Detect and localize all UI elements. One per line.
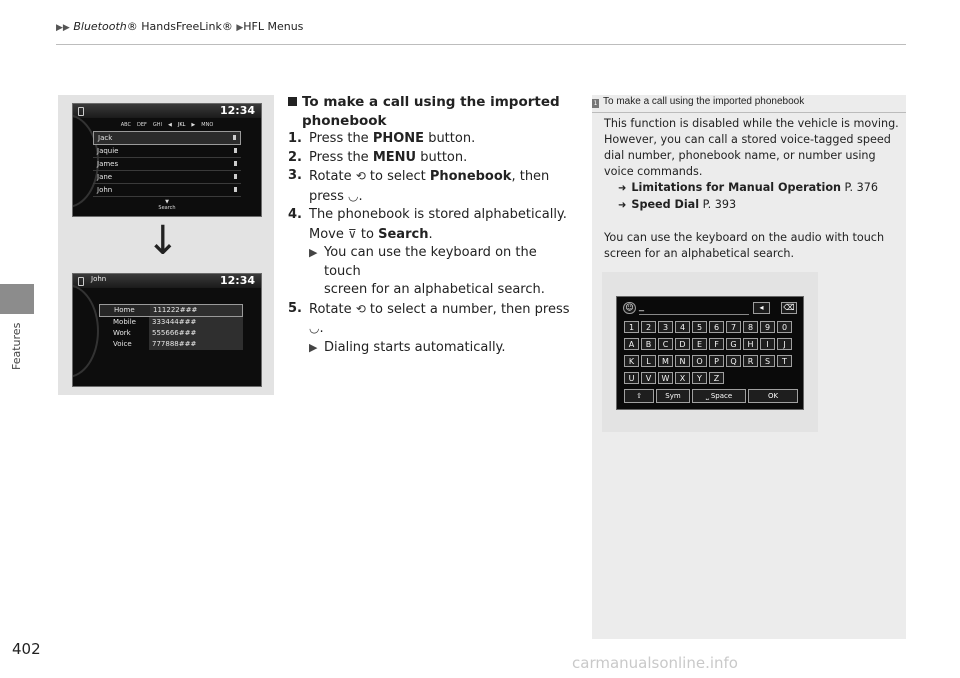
step-text: button.: [416, 149, 468, 165]
clock: 12:34: [219, 104, 255, 117]
key[interactable]: V: [641, 372, 656, 384]
reference-arrow-icon: ➜: [618, 183, 627, 194]
ok-button[interactable]: OK: [748, 389, 798, 403]
key[interactable]: O: [692, 355, 707, 367]
note-heading: To make a call using the imported phonebook: [603, 96, 805, 107]
step-2: [288, 149, 573, 168]
step-text: .: [358, 188, 363, 204]
right-arrow-icon: ▶: [191, 122, 196, 128]
step-number: 3.: [288, 168, 302, 183]
reference-link[interactable]: [604, 180, 900, 197]
key[interactable]: K: [624, 355, 639, 367]
phone-icon: [233, 135, 236, 140]
keyboard-row: [624, 321, 792, 333]
step-text: The phonebook is stored alphabetically.: [309, 207, 567, 222]
sym-button[interactable]: Sym: [656, 389, 690, 403]
step-4-note: [288, 244, 573, 300]
phone-icon: [234, 187, 237, 192]
breadcrumb-arrow-icon: ▶: [236, 23, 244, 33]
contact-title: John: [91, 275, 107, 283]
step-text: Press the: [309, 131, 373, 146]
note-line: screen for an alphabetical search.: [604, 247, 795, 260]
step-4: [288, 206, 573, 244]
breadcrumb-arrow-icon: ▶▶: [56, 23, 70, 33]
key[interactable]: Z: [709, 372, 724, 384]
search-button[interactable]: [73, 199, 261, 211]
note-text: Dialing starts automatically.: [324, 339, 506, 355]
title-line: To make a call using the imported: [302, 94, 560, 110]
step-1: [288, 130, 573, 149]
phone-icon: [234, 148, 237, 153]
reference-page: P. 376: [841, 181, 879, 194]
search-label: Search: [378, 226, 429, 242]
contact-row[interactable]: [93, 158, 241, 171]
key[interactable]: 5: [692, 321, 707, 333]
step-number: 2.: [288, 149, 302, 165]
tab-mno[interactable]: MNO: [201, 122, 214, 128]
key[interactable]: R: [743, 355, 758, 367]
step-text: Press the: [309, 149, 373, 165]
backspace-button[interactable]: ⌫: [781, 302, 797, 314]
cursor-left-button[interactable]: ◂: [753, 302, 770, 314]
phone-number: 111222###: [150, 305, 242, 316]
press-knob-icon: ◡: [348, 188, 359, 203]
chevron-down-icon: ▼: [165, 199, 169, 205]
number-type: Voice: [113, 340, 132, 348]
step-text: .: [428, 226, 433, 242]
key[interactable]: 7: [726, 321, 741, 333]
step-text: press: [309, 188, 348, 204]
note-line: However, you can call a stored voice-tagged speed: [604, 133, 891, 146]
left-arrow-icon: ◀: [168, 122, 172, 128]
number-type: Mobile: [113, 318, 136, 326]
key[interactable]: E: [692, 338, 707, 350]
instructions-title: [288, 93, 573, 130]
rotate-knob-icon: ⟲: [355, 301, 366, 316]
breadcrumb-item-suffix[interactable]: ® HandsFreeLink®: [126, 20, 233, 33]
key[interactable]: A: [624, 338, 639, 350]
number-type: Home: [114, 306, 135, 314]
step-text: , then: [511, 169, 550, 184]
alphabet-tabs: [73, 118, 261, 128]
space-label: Space: [710, 392, 733, 400]
key[interactable]: M: [658, 355, 673, 367]
space-button[interactable]: [692, 389, 746, 403]
step-5-note: [288, 339, 573, 358]
keyboard-screen: [616, 296, 804, 410]
page-number: 402: [12, 640, 41, 658]
key[interactable]: 9: [760, 321, 775, 333]
key[interactable]: B: [641, 338, 656, 350]
triangle-bullet-icon: ▶: [309, 246, 318, 259]
key[interactable]: 4: [675, 321, 690, 333]
keyboard-row: [624, 338, 792, 350]
key[interactable]: Q: [726, 355, 741, 367]
header-divider: [56, 44, 906, 45]
title-line: phonebook: [302, 112, 387, 129]
step-text: to: [356, 226, 379, 242]
key[interactable]: 3: [658, 321, 673, 333]
contact-name: Jane: [97, 173, 113, 181]
key[interactable]: L: [641, 355, 656, 367]
section-label-text: Features: [10, 322, 23, 370]
key[interactable]: P: [709, 355, 724, 367]
step-text: .: [319, 321, 324, 336]
note-text: screen for an alphabetical search.: [324, 282, 545, 297]
reference-arrow-icon: ➜: [618, 200, 627, 211]
key[interactable]: D: [675, 338, 690, 350]
keyboard-row: [624, 355, 792, 367]
triangle-bullet-icon: ▶: [309, 340, 318, 354]
note-line: This function is disabled while the vehicle is moving.: [604, 117, 899, 130]
menu-button-label: MENU: [372, 149, 417, 165]
status-bar: [73, 274, 261, 288]
number-row[interactable]: [99, 317, 243, 328]
step-number: 1.: [288, 131, 302, 146]
note-line: voice commands.: [604, 165, 703, 178]
keyboard-top-bar: [623, 301, 797, 315]
shift-button[interactable]: [624, 389, 654, 403]
phone-icon: [78, 107, 84, 116]
keyboard-mode-icon[interactable]: ☺: [623, 302, 636, 314]
contact-detail-screen: [72, 273, 262, 387]
section-label: [8, 300, 24, 380]
key[interactable]: W: [658, 372, 673, 384]
tab-def[interactable]: DEF: [137, 122, 147, 128]
key[interactable]: 2: [641, 321, 656, 333]
search-label: Search: [158, 205, 176, 211]
phone-number: 777888###: [149, 339, 243, 350]
contact-row[interactable]: [93, 145, 241, 158]
key[interactable]: 6: [709, 321, 724, 333]
phone-icon: [234, 174, 237, 179]
breadcrumb-item-bluetooth[interactable]: Bluetooth: [73, 20, 127, 33]
reference-page: P. 393: [699, 198, 737, 211]
phone-number: 333444###: [149, 317, 243, 328]
shift-icon: ⇧: [636, 392, 642, 400]
note-line: You can use the keyboard on the audio with touch: [604, 231, 885, 244]
step-text: Rotate: [309, 301, 356, 317]
space-icon: ⎵: [705, 392, 711, 400]
note-text: You can use the keyboard on the touch: [324, 245, 537, 279]
number-row[interactable]: [99, 304, 243, 317]
contact-name: Jaquie: [97, 147, 119, 155]
number-row[interactable]: [99, 339, 243, 350]
note-line: dial number, phonebook name, or number using: [604, 149, 876, 162]
status-bar: [73, 104, 261, 118]
key[interactable]: J: [777, 338, 792, 350]
phonebook-label: Phonebook: [429, 169, 512, 184]
phone-number: 555666###: [149, 328, 243, 339]
keyboard-bottom-row: [624, 389, 798, 403]
step-text: to select: [365, 169, 430, 184]
key[interactable]: H: [743, 338, 758, 350]
search-input[interactable]: _: [639, 302, 749, 315]
phone-button-label: PHONE: [372, 131, 425, 146]
tab-jkl[interactable]: JKL: [177, 122, 186, 128]
step-3: [288, 167, 573, 206]
step-text: Move: [309, 226, 348, 242]
contact-name: James: [97, 160, 119, 168]
number-row[interactable]: [99, 328, 243, 339]
contact-row[interactable]: [93, 131, 241, 145]
contact-name: John: [97, 186, 113, 194]
key[interactable]: F: [709, 338, 724, 350]
key[interactable]: U: [624, 372, 639, 384]
phonebook-screen: [72, 103, 262, 217]
tab-ghi[interactable]: GHI: [152, 122, 162, 128]
breadcrumb-item-hfl-menus[interactable]: HFL Menus: [243, 20, 304, 33]
screenshot-panel: [58, 95, 274, 395]
key[interactable]: X: [675, 372, 690, 384]
reference-label: Limitations for Manual Operation: [631, 181, 841, 194]
key[interactable]: 1: [624, 321, 639, 333]
key[interactable]: N: [675, 355, 690, 367]
move-knob-icon: ⊽: [348, 226, 357, 241]
bullet-square-icon: [288, 97, 297, 106]
key[interactable]: Y: [692, 372, 707, 384]
step-5: [288, 300, 573, 339]
key[interactable]: 0: [777, 321, 792, 333]
reference-link[interactable]: [604, 197, 900, 214]
step-text: to select a number, then press: [365, 301, 570, 317]
contact-name: Jack: [98, 134, 113, 142]
phone-icon: [234, 161, 237, 166]
phone-icon: [78, 277, 84, 286]
clock: 12:34: [219, 274, 255, 287]
step-number: 4.: [288, 207, 302, 222]
note-body: [604, 116, 900, 262]
keyboard-row: [624, 372, 724, 384]
key[interactable]: I: [760, 338, 775, 350]
number-type: Work: [113, 329, 131, 337]
note-marker-icon: 1: [593, 100, 598, 107]
watermark: carmanualsonline.info: [572, 654, 738, 672]
rotate-knob-icon: ⟲: [355, 169, 366, 183]
key[interactable]: 8: [743, 321, 758, 333]
step-text: button.: [424, 131, 476, 146]
breadcrumb: [56, 20, 303, 33]
press-knob-icon: ◡: [309, 321, 320, 335]
reference-label: Speed Dial: [631, 198, 700, 211]
step-number: 5.: [288, 300, 302, 316]
instructions: [288, 93, 573, 357]
step-text: Rotate: [309, 169, 356, 184]
down-arrow-icon: ↓: [146, 218, 180, 264]
tab-abc[interactable]: ABC: [120, 122, 131, 128]
contact-row[interactable]: [93, 171, 241, 184]
contact-row[interactable]: [93, 184, 241, 197]
key[interactable]: T: [777, 355, 792, 367]
key[interactable]: G: [726, 338, 741, 350]
key[interactable]: C: [658, 338, 673, 350]
key[interactable]: S: [760, 355, 775, 367]
